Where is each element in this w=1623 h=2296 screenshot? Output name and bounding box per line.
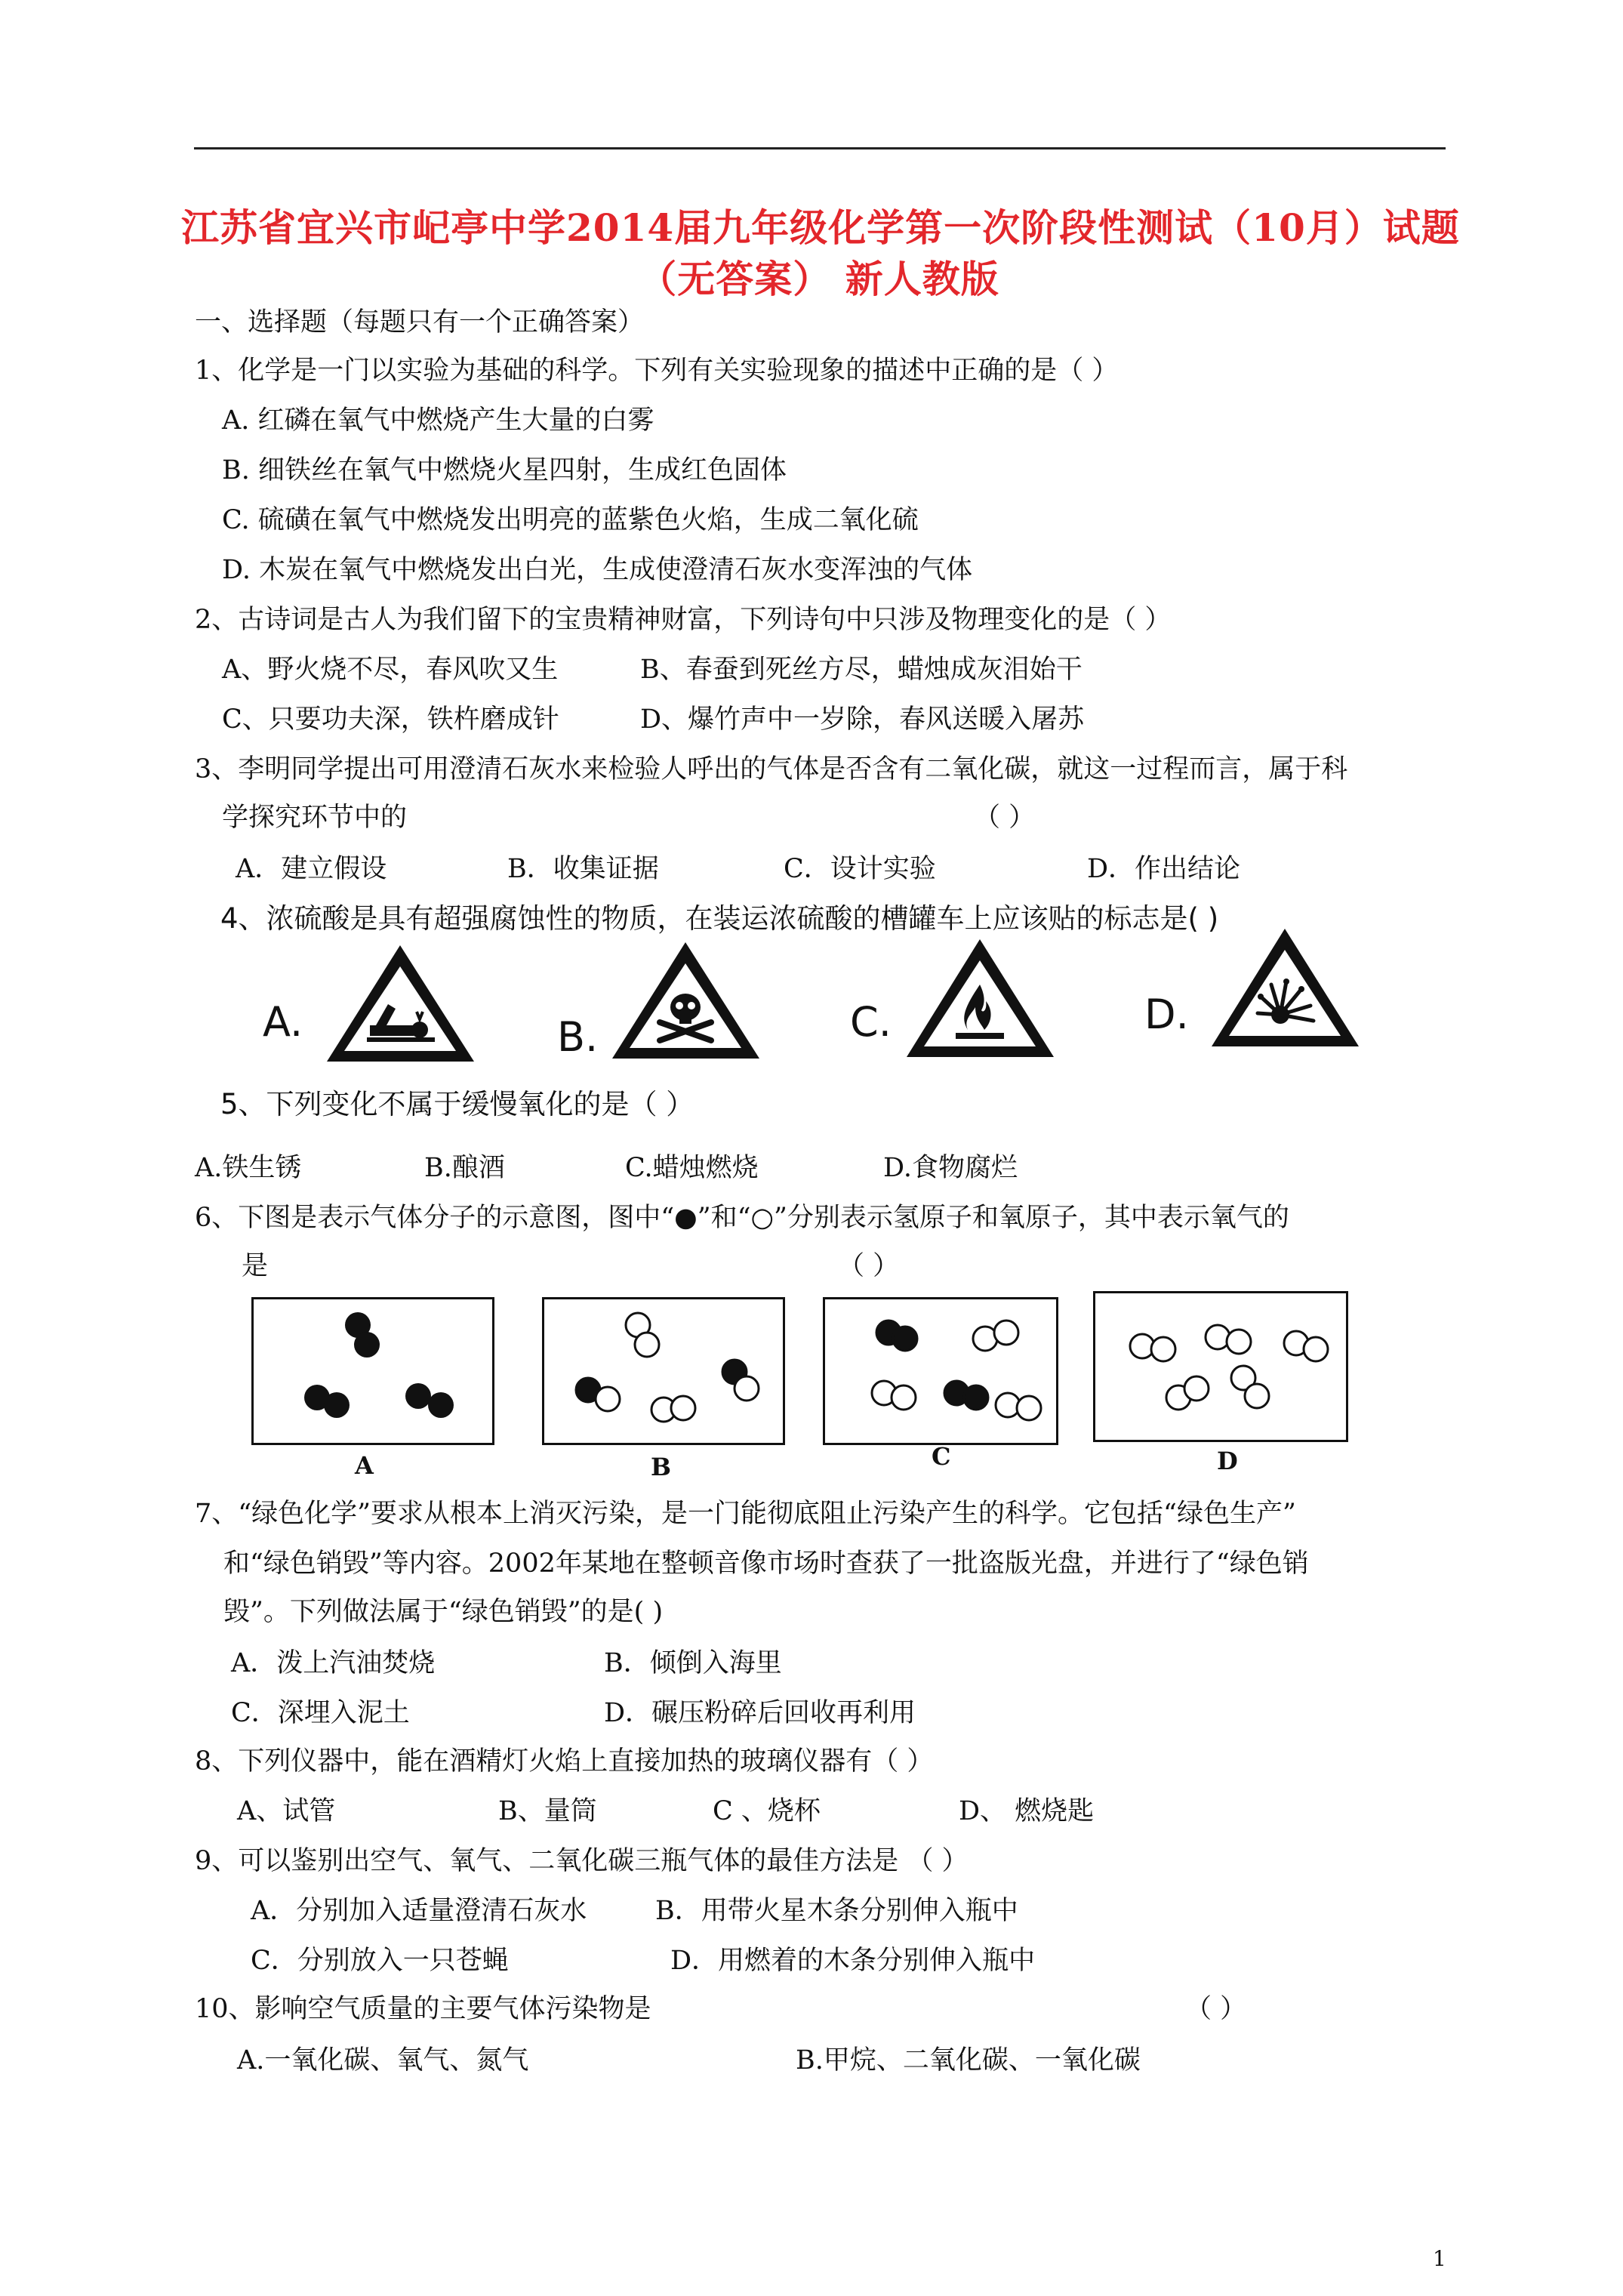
question-7-stem-line2: 和“绿色销毁”等内容。2002年某地在整顿音像市场时查获了一批盗版光盘，并进行了“绿色销 xyxy=(223,1549,1309,1579)
molecule-diagram-c xyxy=(823,1297,1058,1445)
question-4-stem: 4、浓硫酸是具有超强腐蚀性的物质，在装运浓硫酸的槽罐车上应该贴的标志是( ) xyxy=(220,902,1219,935)
question-8-option-a: A、试管 xyxy=(237,1796,336,1826)
question-9-stem: 9、可以鉴别出空气、氧气、二氧化碳三瓶气体的最佳方法是 （ ） xyxy=(195,1846,969,1876)
molecule-diagram-b xyxy=(542,1297,785,1445)
question-7-option-d: D．碾压粉碎后回收再利用 xyxy=(604,1698,916,1728)
question-10-option-b: B.甲烷、二氧化碳、一氧化碳 xyxy=(796,2045,1141,2076)
question-3-option-c: C．设计实验 xyxy=(784,854,936,884)
toxic-sign-icon xyxy=(608,938,763,1062)
question-7-stem-line1: 7、“绿色化学”要求从根本上消灭污染，是一门能彻底阻止污染产生的科学。它包括“绿色生产” xyxy=(195,1499,1296,1529)
question-3-stem-line2: 学探究环节中的 xyxy=(222,803,408,833)
molecule-label-c: C xyxy=(932,1442,951,1471)
question-1-stem: 1、化学是一门以实验为基础的科学。下列有关实验现象的描述中正确的是（ ） xyxy=(195,356,1119,386)
question-6-answer-paren: （ ） xyxy=(838,1251,900,1281)
question-9-option-b: B．用带火星木条分别伸入瓶中 xyxy=(655,1896,1018,1926)
question-1-option-d: D. 木炭在氧气中燃烧发出白光，生成使澄清石灰水变浑浊的气体 xyxy=(222,555,973,585)
question-5-option-a: A.铁生锈 xyxy=(195,1153,302,1183)
question-9-option-c: C．分别放入一只苍蝇 xyxy=(251,1946,509,1976)
question-5-option-d: D.食物腐烂 xyxy=(883,1153,1018,1183)
question-8-option-c: C 、烧杯 xyxy=(713,1796,821,1826)
document-title-line1: 江苏省宜兴市屺亭中学2014届九年级化学第一次阶段性测试（10月）试题 xyxy=(181,205,1460,250)
question-8-stem: 8、下列仪器中，能在酒精灯火焰上直接加热的玻璃仪器有（ ） xyxy=(195,1746,934,1777)
question-7-option-c: C．深埋入泥土 xyxy=(231,1698,410,1728)
question-6-stem-line1: 6、下图是表示气体分子的示意图，图中“●”和“○”分别表示氢原子和氧原子，其中表示氧气的 xyxy=(195,1203,1289,1233)
page-number: 1 xyxy=(1433,2246,1446,2271)
explosive-sign-icon xyxy=(1208,924,1363,1052)
header-rule xyxy=(194,147,1446,149)
question-1-option-c: C. 硫磺在氧气中燃烧发出明亮的蓝紫色火焰，生成二氧化硫 xyxy=(222,505,919,535)
question-3-option-d: D．作出结论 xyxy=(1087,854,1241,884)
question-10-stem: 10、影响空气质量的主要气体污染物是 xyxy=(195,1994,651,2024)
question-7-option-a: A．泼上汽油焚烧 xyxy=(231,1648,436,1678)
question-5-option-b: B.酿酒 xyxy=(424,1153,505,1183)
question-3-stem-line1: 3、李明同学提出可用澄清石灰水来检验人呼出的气体是否含有二氧化碳，就这一过程而言，属于科 xyxy=(195,754,1348,784)
flammable-sign-icon xyxy=(903,935,1058,1063)
question-4-label-b: B. xyxy=(557,1013,599,1061)
question-10-answer-paren: （ ） xyxy=(1185,1994,1247,2024)
molecule-diagram-a xyxy=(251,1297,494,1445)
question-9-option-a: A．分别加入适量澄清石灰水 xyxy=(251,1896,587,1926)
question-4-label-a: A. xyxy=(263,998,303,1046)
question-2-option-b: B、春蚕到死丝方尽，蜡烛成灰泪始干 xyxy=(640,655,1083,685)
question-3-answer-paren: （ ） xyxy=(974,803,1036,833)
question-7-option-b: B．倾倒入海里 xyxy=(604,1648,782,1678)
question-9-option-d: D．用燃着的木条分别伸入瓶中 xyxy=(670,1946,1036,1976)
question-2-option-d: D、爆竹声中一岁除，春风送暖入屠苏 xyxy=(640,704,1085,735)
molecule-label-b: B xyxy=(651,1453,672,1481)
question-2-option-a: A、野火烧不尽，春风吹又生 xyxy=(222,655,559,685)
question-1-option-a: A. 红磷在氧气中燃烧产生大量的白雾 xyxy=(222,405,654,436)
molecule-label-a: A xyxy=(355,1451,374,1480)
corrosive-sign-icon xyxy=(323,941,478,1065)
question-2-stem: 2、古诗词是古人为我们留下的宝贵精神财富，下列诗句中只涉及物理变化的是（ ） xyxy=(195,605,1172,635)
question-10-option-a: A.一氧化碳、氧气、氮气 xyxy=(237,2045,529,2076)
question-1-option-b: B. 细铁丝在氧气中燃烧火星四射，生成红色固体 xyxy=(222,455,787,485)
question-2-option-c: C、只要功夫深，铁杵磨成针 xyxy=(222,704,559,735)
section-heading: 一、选择题（每题只有一个正确答案） xyxy=(195,307,645,337)
question-8-option-d: D、 燃烧匙 xyxy=(959,1796,1095,1826)
question-4-label-c: C. xyxy=(850,998,892,1046)
question-5-option-c: C.蜡烛燃烧 xyxy=(625,1153,759,1183)
question-3-option-a: A．建立假设 xyxy=(236,854,387,884)
molecule-diagram-d xyxy=(1093,1291,1348,1442)
question-7-stem-line3: 毁”。下列做法属于“绿色销毁”的是( ) xyxy=(223,1597,664,1627)
question-4-label-d: D. xyxy=(1144,991,1189,1038)
question-8-option-b: B、量筒 xyxy=(498,1796,597,1826)
question-5-stem: 5、下列变化不属于缓慢氧化的是（ ） xyxy=(220,1088,694,1120)
molecule-label-d: D xyxy=(1217,1447,1238,1475)
document-title-line2: （无答案） 新人教版 xyxy=(639,257,999,301)
question-3-option-b: B．收集证据 xyxy=(507,854,659,884)
question-6-stem-line2: 是 xyxy=(242,1251,269,1281)
